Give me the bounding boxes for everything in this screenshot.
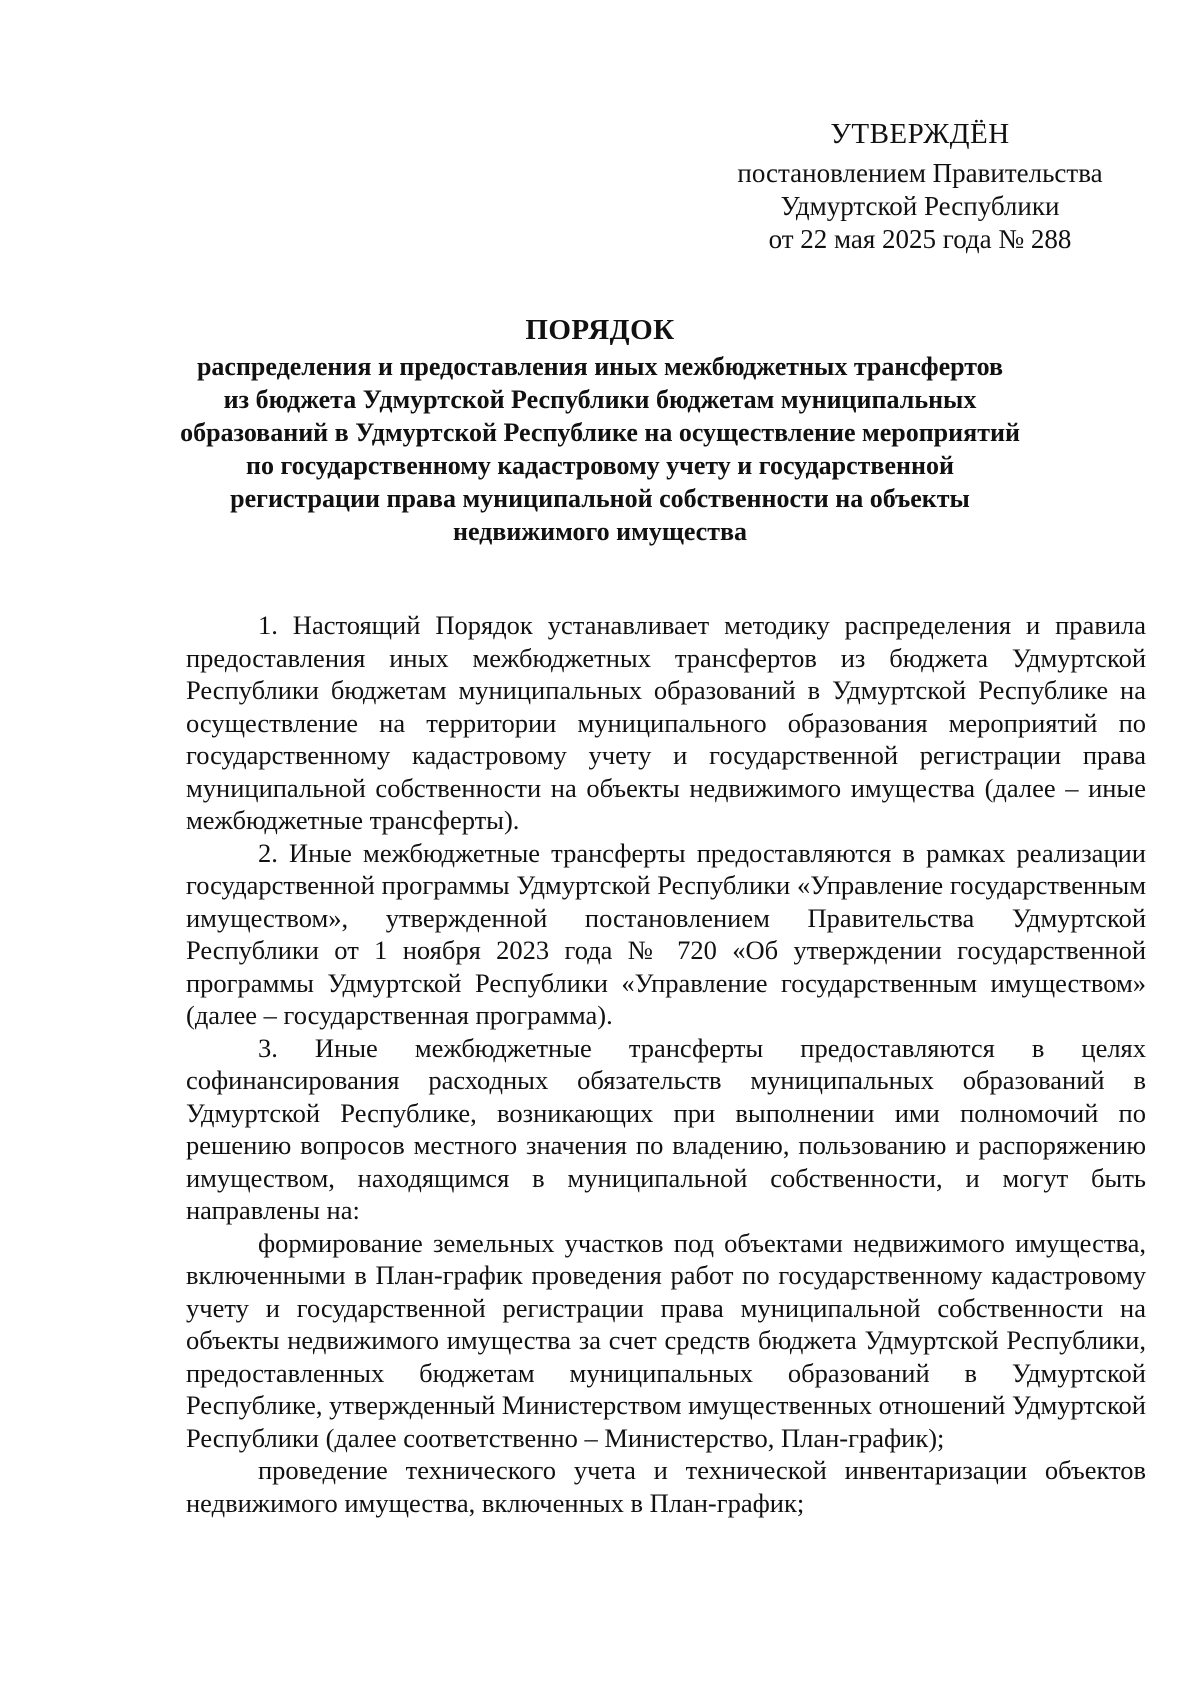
paragraph-3: 3. Иные межбюджетные трансферты предоставляются в целях софинансирования расходных обязательств муниципальных образований в Удмуртской Республике, возникающих при выполнении ими полномочий по решению вопросов местного значения по владению, пользованию и распоряжению имуществом, находящимся в муниципальной собственности, и могут быть направлены на: <box>186 1032 1146 1225</box>
approval-line-3: от 22 мая 2025 года № 288 <box>768 224 1072 254</box>
document-subtitle: распределения и предоставления иных межбюджетных трансфертов из бюджета Удмуртской Республики бюджетам муниципальных образований в Удмуртской Республике на осуществление мероприятий по государственному кадастровому учету и государственной регистрации права муниципальной собственности на объекты недвижимого имущества <box>180 352 1020 546</box>
paragraph-1: 1. Настоящий Порядок устанавливает методику распределения и правила предоставления иных межбюджетных трансфертов из бюджета Удмуртской Республики бюджетам муниципальных образований в Удмуртской Республике на осуществление на территории муниципального образования мероприятий по государственному кадастровому учету и государственной регистрации права муниципальной собственности на объекты недвижимого имущества (далее – иные межбюджетные трансферты). <box>186 610 1146 835</box>
document-title-block <box>180 312 1020 548</box>
document-title: ПОРЯДОК <box>525 314 675 346</box>
approval-heading: УТВЕРЖДЁН <box>830 118 1010 150</box>
document-body <box>186 609 1146 1519</box>
paragraph-3-item-1: формирование земельных участков под объектами недвижимого имущества, включенными в План-график проведения работ по государственному кадастровому учету и государственной регистрации права муниципальной собственности на объекты недвижимого имущества за счет средств бюджета Удмуртской Республики, предоставленных бюджетам муниципальных образований в Удмуртской Республике, утвержденный Министерством имущественных отношений Удмуртской Республики (далее соответственно – Министерство, План-график); <box>186 1227 1146 1453</box>
approval-stamp <box>700 118 1140 256</box>
approval-line-1: постановлением Правительства <box>737 158 1103 188</box>
approval-line-2: Удмуртской Республики <box>780 191 1060 221</box>
paragraph-2: 2. Иные межбюджетные трансферты предоставляются в рамках реализации государственной программы Удмуртской Республики «Управление государственным имуществом», утвержденной постановлением Правительства Удмуртской Республики от 1 ноября 2023 года № 720 «Об утверждении государственной программы Удмуртской Республики «Управление государственным имуществом» (далее – государственная программа). <box>186 837 1146 1030</box>
paragraph-3-item-2: проведение технического учета и технической инвентаризации объектов недвижимого имущества, включенных в План-график; <box>186 1455 1146 1518</box>
